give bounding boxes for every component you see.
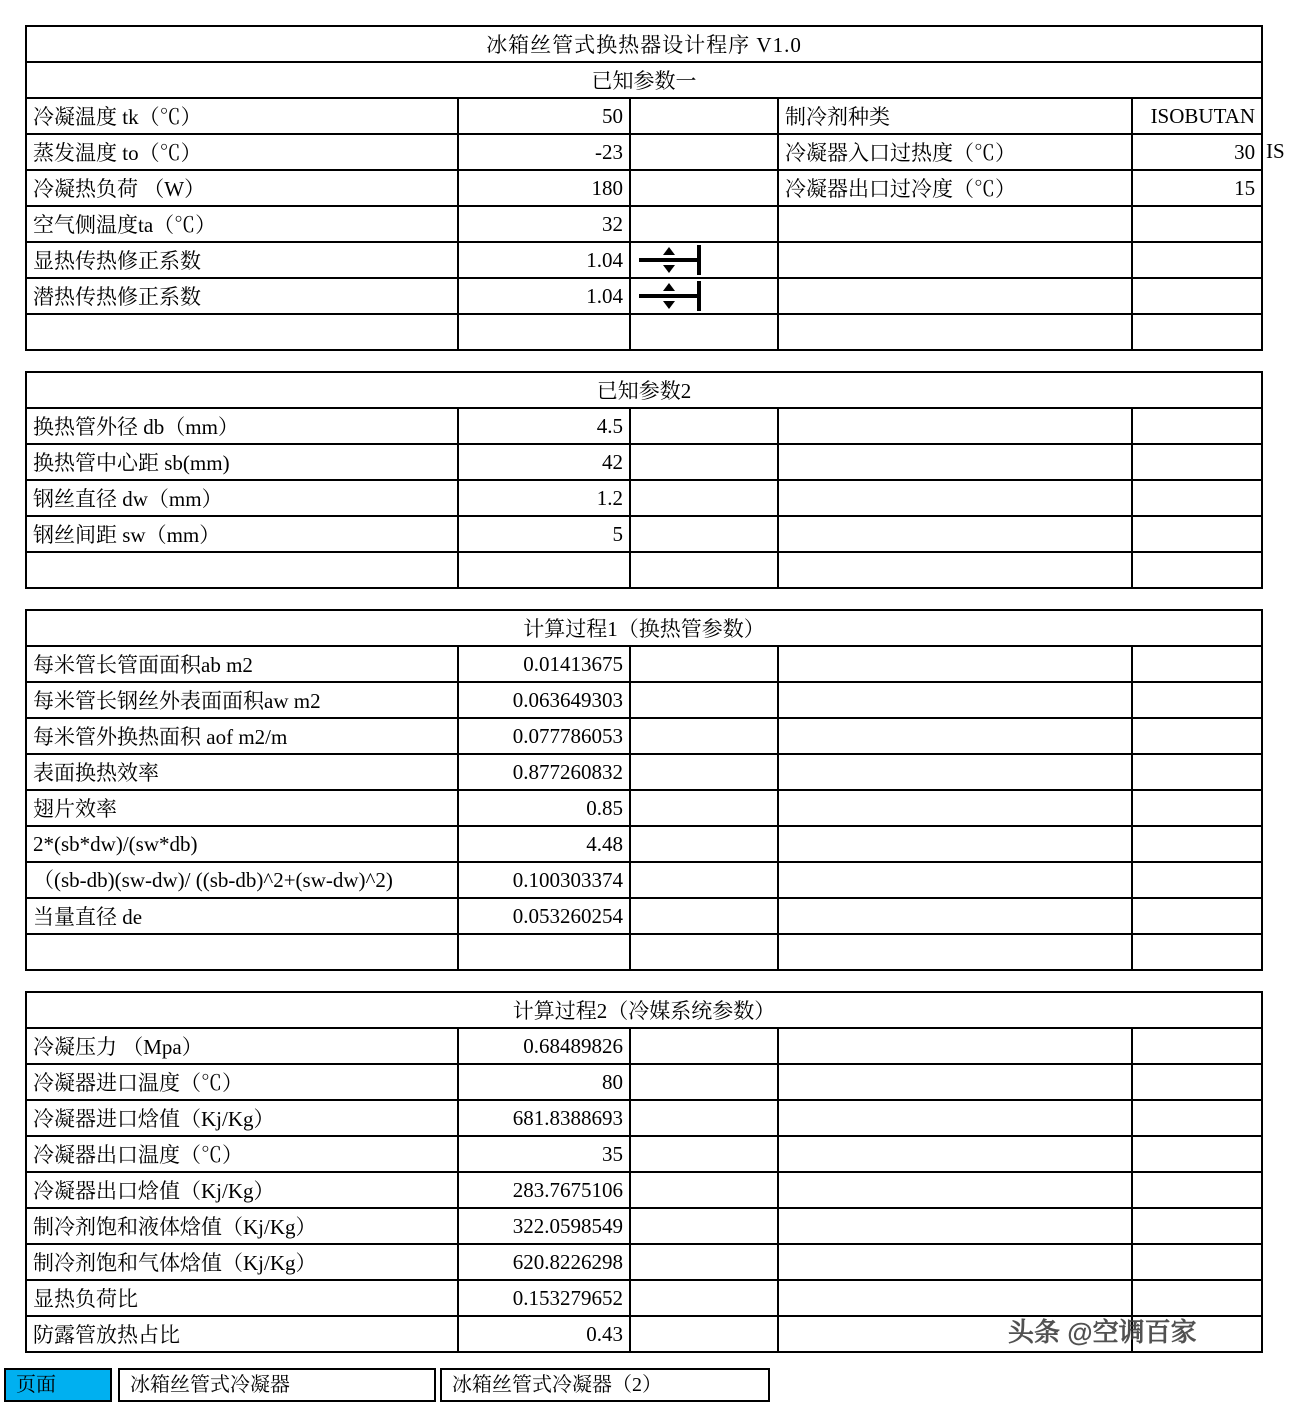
chevron-down-icon[interactable] [663,301,675,309]
spin-cell [630,98,778,134]
empty-cell [630,1208,778,1244]
empty-cell [778,646,1132,682]
row-label: 潜热传热修正系数 [26,278,458,314]
empty-cell [1132,552,1262,588]
empty-cell [778,1028,1132,1064]
chevron-up-icon[interactable] [663,247,675,255]
row-label-right: 冷凝器入口过热度（℃） [778,134,1132,170]
row-label: 钢丝直径 dw（mm） [26,480,458,516]
empty-cell [778,314,1132,350]
table-row [26,242,1262,278]
spin-cell [630,242,778,278]
row-value[interactable]: 1.2 [458,480,630,516]
table-row [26,1100,1262,1136]
row-value[interactable]: 1.04 [458,278,630,314]
row-value[interactable]: 180 [458,170,630,206]
empty-cell [630,444,778,480]
empty-cell [630,826,778,862]
spin-cell [630,206,778,242]
row-label-right: 制冷剂种类 [778,98,1132,134]
watermark: 头条 @空调百家 [1008,1317,1197,1347]
row-label: 冷凝器进口焓值（Kj/Kg） [26,1100,458,1136]
empty-cell [26,552,458,588]
empty-cell [1132,934,1262,970]
row-label: 当量直径 de [26,898,458,934]
row-value-right[interactable]: 15 [1132,170,1262,206]
table-row [26,1028,1262,1064]
row-value[interactable]: 4.5 [458,408,630,444]
spin-edge [697,281,701,311]
table-row [26,134,1262,170]
table-row [26,754,1262,790]
table-row [26,480,1262,516]
empty-cell [778,552,1132,588]
table-row [26,1244,1262,1280]
empty-cell [630,1316,778,1352]
spin-divider [639,258,697,262]
empty-cell [1132,1280,1262,1316]
empty-cell [1132,1028,1262,1064]
row-label: 2*(sb*dw)/(sw*db) [26,826,458,862]
row-label: 显热负荷比 [26,1280,458,1316]
spin-button-sensible[interactable] [639,245,701,275]
empty-cell [1132,480,1262,516]
empty-cell [778,934,1132,970]
row-value: 0.153279652 [458,1280,630,1316]
row-label: 表面换热效率 [26,754,458,790]
calc1-table [25,609,1263,971]
row-value: 620.8226298 [458,1244,630,1280]
row-value: 0.077786053 [458,718,630,754]
empty-cell [630,862,778,898]
row-label: 每米管长钢丝外表面面积aw m2 [26,682,458,718]
band-calc1-row [26,610,1262,646]
row-label: 冷凝器出口温度（℃） [26,1136,458,1172]
empty-cell [630,314,778,350]
empty-cell [630,480,778,516]
empty-cell [778,718,1132,754]
row-label: 蒸发温度 to（℃） [26,134,458,170]
row-value: 0.01413675 [458,646,630,682]
empty-cell [778,1280,1132,1316]
table-row [26,552,1262,588]
empty-cell [630,682,778,718]
table-row [26,1064,1262,1100]
row-label: 冷凝器出口焓值（Kj/Kg） [26,1172,458,1208]
row-label: 冷凝器进口温度（℃） [26,1064,458,1100]
row-value[interactable]: 42 [458,444,630,480]
empty-cell [778,754,1132,790]
spreadsheet-area [25,25,1261,1353]
table-row [26,206,1262,242]
empty-cell [1132,444,1262,480]
row-label: 每米管长管面面积ab m2 [26,646,458,682]
empty-cell [1132,790,1262,826]
row-label: 换热管外径 db（mm） [26,408,458,444]
empty-cell [630,790,778,826]
empty-cell [630,1028,778,1064]
empty-cell [1132,408,1262,444]
sheet-tab-bar [0,1368,1294,1396]
empty-cell [778,1136,1132,1172]
table-row [26,826,1262,862]
table-row [26,790,1262,826]
section-band-calc1: 计算过程1（换热管参数） [26,610,1262,646]
empty-cell [1132,1100,1262,1136]
empty-cell [1132,826,1262,862]
empty-cell [1132,1244,1262,1280]
empty-cell [630,552,778,588]
table-row [26,1280,1262,1316]
empty-cell [778,790,1132,826]
empty-cell [1132,862,1262,898]
table-row [26,1172,1262,1208]
empty-cell [26,934,458,970]
empty-cell [778,408,1132,444]
empty-cell [630,1280,778,1316]
row-label: 每米管外换热面积 aof m2/m [26,718,458,754]
empty-cell [630,718,778,754]
cell-overflow-text: IS [1266,139,1285,163]
empty-cell [778,444,1132,480]
table-row [26,898,1262,934]
empty-cell [1132,682,1262,718]
spin-edge [697,245,701,275]
table-row [26,278,1262,314]
sheet-tab[interactable]: 冰箱丝管式冷凝器 [118,1368,436,1402]
row-value[interactable]: 0.43 [458,1316,630,1352]
spin-cell [630,278,778,314]
empty-cell [1132,278,1262,314]
empty-cell [778,278,1132,314]
row-label: 钢丝间距 sw（mm） [26,516,458,552]
row-value[interactable]: 50 [458,98,630,134]
table-row [26,862,1262,898]
table-row [26,408,1262,444]
row-value: 681.8388693 [458,1100,630,1136]
band-known1-row [26,62,1262,98]
title-row [26,26,1262,62]
empty-cell [630,1244,778,1280]
empty-cell [630,646,778,682]
chevron-down-icon[interactable] [663,265,675,273]
empty-cell [458,552,630,588]
empty-cell [1132,1172,1262,1208]
table-row [26,646,1262,682]
row-label: 制冷剂饱和气体焓值（Kj/Kg） [26,1244,458,1280]
row-value-right[interactable]: ISOBUTAN [1132,98,1262,134]
table-row [26,1208,1262,1244]
row-value[interactable]: 5 [458,516,630,552]
row-value: 0.68489826 [458,1028,630,1064]
table-row [26,682,1262,718]
empty-cell [1132,206,1262,242]
row-label: 制冷剂饱和液体焓值（Kj/Kg） [26,1208,458,1244]
row-label: 防露管放热占比 [26,1316,458,1352]
row-label: 冷凝压力 （Mpa） [26,1028,458,1064]
chevron-up-icon[interactable] [663,283,675,291]
row-value: 4.48 [458,826,630,862]
row-value: 0.063649303 [458,682,630,718]
empty-cell [778,1208,1132,1244]
row-label: 换热管中心距 sb(mm) [26,444,458,480]
empty-cell [778,898,1132,934]
empty-cell [1132,646,1262,682]
empty-cell [1132,1136,1262,1172]
band-calc2-row [26,992,1262,1028]
empty-cell [630,516,778,552]
section-band-known1: 已知参数一 [26,62,1262,98]
empty-cell [1132,516,1262,552]
row-label: （(sb-db)(sw-dw)/ ((sb-db)^2+(sw-dw)^2) [26,862,458,898]
empty-cell [630,898,778,934]
empty-cell [630,1172,778,1208]
empty-cell [778,1064,1132,1100]
row-label: 冷凝温度 tk（℃） [26,98,458,134]
spin-button-latent[interactable] [639,281,701,311]
empty-cell [26,314,458,350]
row-value-right[interactable]: 30 [1132,134,1262,170]
empty-cell [630,1064,778,1100]
known2-table [25,371,1263,589]
empty-cell [778,516,1132,552]
section-band-calc2: 计算过程2（冷媒系统参数） [26,992,1262,1028]
empty-cell [778,682,1132,718]
row-value: 283.7675106 [458,1172,630,1208]
row-label: 显热传热修正系数 [26,242,458,278]
sheet-tab[interactable]: 冰箱丝管式冷凝器（2） [440,1368,770,1402]
empty-cell [458,314,630,350]
row-value[interactable]: 1.04 [458,242,630,278]
row-value: 35 [458,1136,630,1172]
table-row [26,934,1262,970]
page-title: 冰箱丝管式换热器设计程序 V1.0 [26,26,1262,62]
table-row [26,516,1262,552]
row-label: 冷凝热负荷 （W） [26,170,458,206]
empty-cell [458,934,630,970]
row-value[interactable]: -23 [458,134,630,170]
section-band-known2: 已知参数2 [26,372,1262,408]
row-value: 0.877260832 [458,754,630,790]
empty-cell [1132,242,1262,278]
empty-cell [778,826,1132,862]
row-value[interactable]: 32 [458,206,630,242]
title-table [25,25,1263,351]
empty-cell [778,1100,1132,1136]
table-row [26,1136,1262,1172]
empty-cell [1132,1064,1262,1100]
row-value: 0.100303374 [458,862,630,898]
empty-cell [1132,718,1262,754]
row-value: 0.85 [458,790,630,826]
row-value: 322.0598549 [458,1208,630,1244]
table-row [26,444,1262,480]
spin-divider [639,294,697,298]
empty-cell [630,934,778,970]
row-label: 空气侧温度ta（℃） [26,206,458,242]
empty-cell [630,1100,778,1136]
spin-cell [630,170,778,206]
table-row [26,718,1262,754]
empty-cell [630,408,778,444]
empty-cell [1132,754,1262,790]
row-value: 80 [458,1064,630,1100]
empty-cell [630,754,778,790]
calc2-table [25,991,1263,1353]
empty-cell [778,862,1132,898]
empty-cell [630,1136,778,1172]
table-row [26,170,1262,206]
empty-cell [1132,314,1262,350]
sheet-tab[interactable]: 页面 [4,1368,112,1402]
table-row [26,98,1262,134]
empty-cell [778,480,1132,516]
band-known2-row [26,372,1262,408]
empty-cell [778,242,1132,278]
table-row [26,314,1262,350]
empty-cell [778,1244,1132,1280]
row-value: 0.053260254 [458,898,630,934]
empty-cell [778,206,1132,242]
row-label-right: 冷凝器出口过冷度（℃） [778,170,1132,206]
empty-cell [1132,1208,1262,1244]
spin-cell [630,134,778,170]
row-label: 翅片效率 [26,790,458,826]
empty-cell [1132,898,1262,934]
empty-cell [778,1172,1132,1208]
